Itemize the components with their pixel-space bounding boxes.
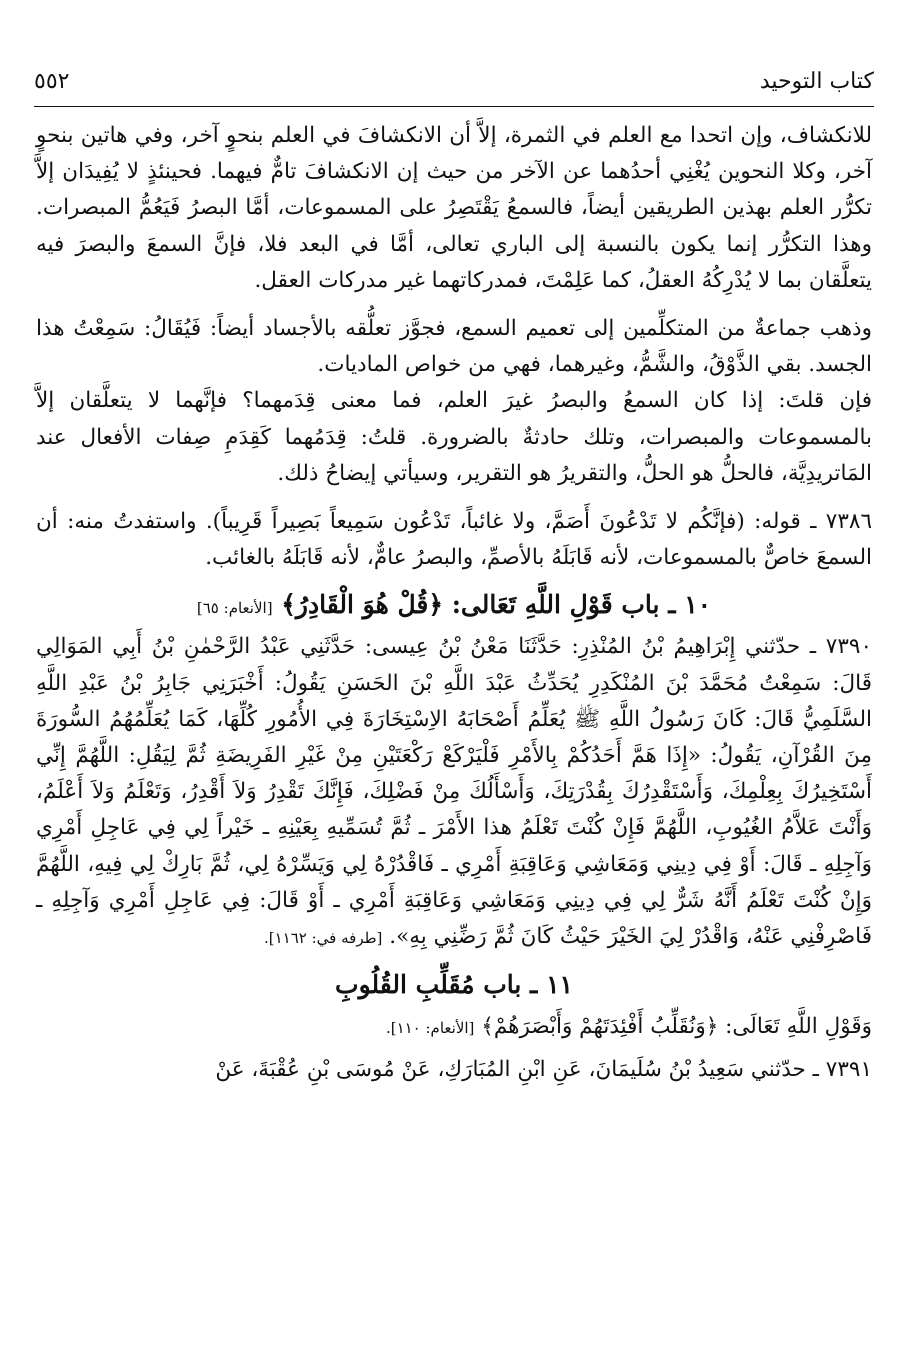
hadith-7391: ٧٣٩١ ـ حدّثني سَعِيدُ بْنُ سُلَيمَانَ، عَنِ ابْنِ المُبَارَكِ، عَنْ مُوسَى بْنِ عُقْبَةَ، عَنْ (215, 1057, 872, 1083)
book-title: كتاب التوحيد (759, 68, 874, 94)
verse-line-text: وَقَوْلِ اللَّهِ تَعَالَى: ﴿وَنُقَلِّبُ أَفْئِدَتَهُمْ وَأَبْصَرَهُمْ﴾ (481, 1014, 872, 1040)
header-rule (34, 106, 874, 107)
verse-line (36, 1009, 872, 1046)
verse-line-ref: [الأنعام: ١١٠]. (385, 1019, 475, 1038)
chapter-heading-11 (36, 970, 872, 999)
hadith-7390-ref: [طرفه في: ١١٦٢]. (263, 929, 383, 948)
hadith-7390 (36, 629, 872, 956)
paragraph-3: فإن قلتَ: إذا كان السمعُ والبصرُ غيرَ العلم، فما معنى قِدَمهما؟ فإنَّهما لا يتعلَّقان إلاَّ بالمسموعات والمبصرات، وتلك حادثةٌ بالضرورة. قلتُ: قِدَمُهما كَقِدَمِ صِفات الأفعال عند المَاتريدِيَّة، فالحلُّ هو الحلُّ، والتقريرُ هو التقرير، وسيأتي إيضاحُ ذلك. (36, 388, 872, 486)
running-header (34, 62, 874, 100)
paragraph-1: للانكشاف، وإن اتحدا مع العلم في الثمرة، إلاَّ أن الانكشافَ في العلم بنحوٍ آخر، وفي هاتين بنحوٍ آخر، وكلا النحوين يُغْنِي أحدُهما عن الآخر من حيث إن الانكشافَ تامٌّ فيهما. فحينئذٍ لا يُفِيدَان إلاَّ تكرُّر العلم بهذين الطريقين أيضاً، فالسمعُ يَقْتَصِرُ على المسموعات، أمَّا البصرُ فَيَعُمُّ المبصرات. وهذا التكرُّر إنما يكون بالنسبة إلى الباري تعالى، أمَّا في البعد فلا، فإنَّ السمعَ والبصرَ فيه يتعلَّقان بما لا يُدْرِكُهُ العقلُ، كما عَلِمْتَ، فمدركاتهما غير مدركات العقل. (36, 123, 872, 293)
page-number: ٥٥٢ (34, 68, 70, 94)
paragraph-4: ٧٣٨٦ ـ قوله: (فإنَّكُم لا تَدْعُونَ أَصَمَّ، ولا غائباً، تَدْعُون سَمِيعاً بَصِيراً قَرِيباً). واستفدتُ منه: أن السمعَ خاصٌّ بالمسموعات، لأنه قَابَلَهُ بالأصمِّ، والبصرُ عامٌّ، لأنه قَابَلَهُ بالغائب. (36, 509, 872, 571)
page-body (36, 118, 872, 1089)
chapter-heading-text: ١٠ ـ باب قَوْلِ اللَّهِ تَعَالى: ﴿قُلْ هُوَ الْقَادِرُ﴾ (281, 590, 712, 620)
chapter-heading-ref: [الأنعام: ٦٥] (196, 599, 273, 618)
hadith-7390-text: ٧٣٩٠ ـ حدّثني إِبْرَاهِيمُ بْنُ المُنْذِرِ: حَدَّثَنَا مَعْنُ بْنُ عِيسى: حَدَّثَنِي عَبْدُ الرَّحْمٰنِ بْنُ أَبِي المَوَالِي قَالَ: سَمِعْتُ مُحَمَّدَ بْنَ المُنْكَدِرِ يُحَدِّثُ عَبْدَ اللَّهِ بْنَ الحَسَنِ يَقُولُ: أَخْبَرَنِي جَابِرُ بْنُ عَبْدِ اللَّهِ السَّلَمِيُّ قَالَ: كَانَ رَسُولُ اللَّهِ ﷺ يُعَلِّمُ أَصْحَابَهُ الاِسْتِخَارَةَ فِي الأُمُورِ كُلِّهَا، كَمَا يُعَلِّمُهُمُ السُّورَةَ مِنَ القُرْآنِ، يَقُولُ: «إِذَا هَمَّ أَحَدُكُمْ بِالأَمْرِ فَلْيَرْكَعْ رَكْعَتَيْنِ مِنْ غَيْرِ الفَرِيضَةِ ثُمَّ لِيَقُلِ: اللَّهُمَّ إِنِّي أَسْتَخِيرُكَ بِعِلْمِكَ، وَأَسْتَقْدِرُكَ بِقُدْرَتِكَ، وَأَسْأَلُكَ مِنْ فَضْلِكَ، فَإِنَّكَ تَقْدِرُ وَلاَ أَقْدِرُ، وَتَعْلَمُ وَلاَ أَعْلَمُ، وَأَنْتَ عَلاَّمُ الغُيُوبِ، اللَّهُمَّ فَإِنْ كُنْتَ تَعْلَمُ هذا الأَمْرَ ـ ثُمَّ تُسَمِّيهِ بِعَيْنِهِ ـ خَيْراً لِي فِي عَاجِلِ أَمْرِي وَآجِلِهِ ـ قَالَ: أَوْ فِي دِينِي وَمَعَاشِي وَعَاقِبَةِ أَمْرِي ـ فَاقْدُرْهُ لِي وَيَسِّرْهُ لِي، ثُمَّ بَارِكْ لِي فِيهِ، اللَّهُمَّ وَإِنْ كُنْتَ تَعْلَمُ أَنَّهُ شَرٌّ لِي فِي دِينِي وَمَعَاشِي وَعَاقِبَةِ أَمْرِي ـ أَوْ قَالَ: فِي عَاجِلِ أَمْرِي وَآجِلِهِ ـ فَاصْرِفْنِي عَنْهُ، وَاقْدُرْ لِيَ الخَيْرَ حَيْثُ كَانَ ثُمَّ رَضِّنِي بِهِ». (36, 634, 872, 950)
chapter-heading-10 (36, 590, 872, 619)
chapter-heading-11-text: ١١ ـ باب مُقَلِّبِ القُلُوبِ (335, 970, 573, 1000)
paragraph-2: وذهب جماعةٌ من المتكلِّمين إلى تعميم السمع، فجوَّز تعلُّقه بالأجساد أيضاً: فَيُقَالُ: سَمِعْتُ هذا الجسد. بقي الذَّوْقُ، والشَّمُّ، وغيرهما، فهي من خواص الماديات. (36, 316, 872, 378)
